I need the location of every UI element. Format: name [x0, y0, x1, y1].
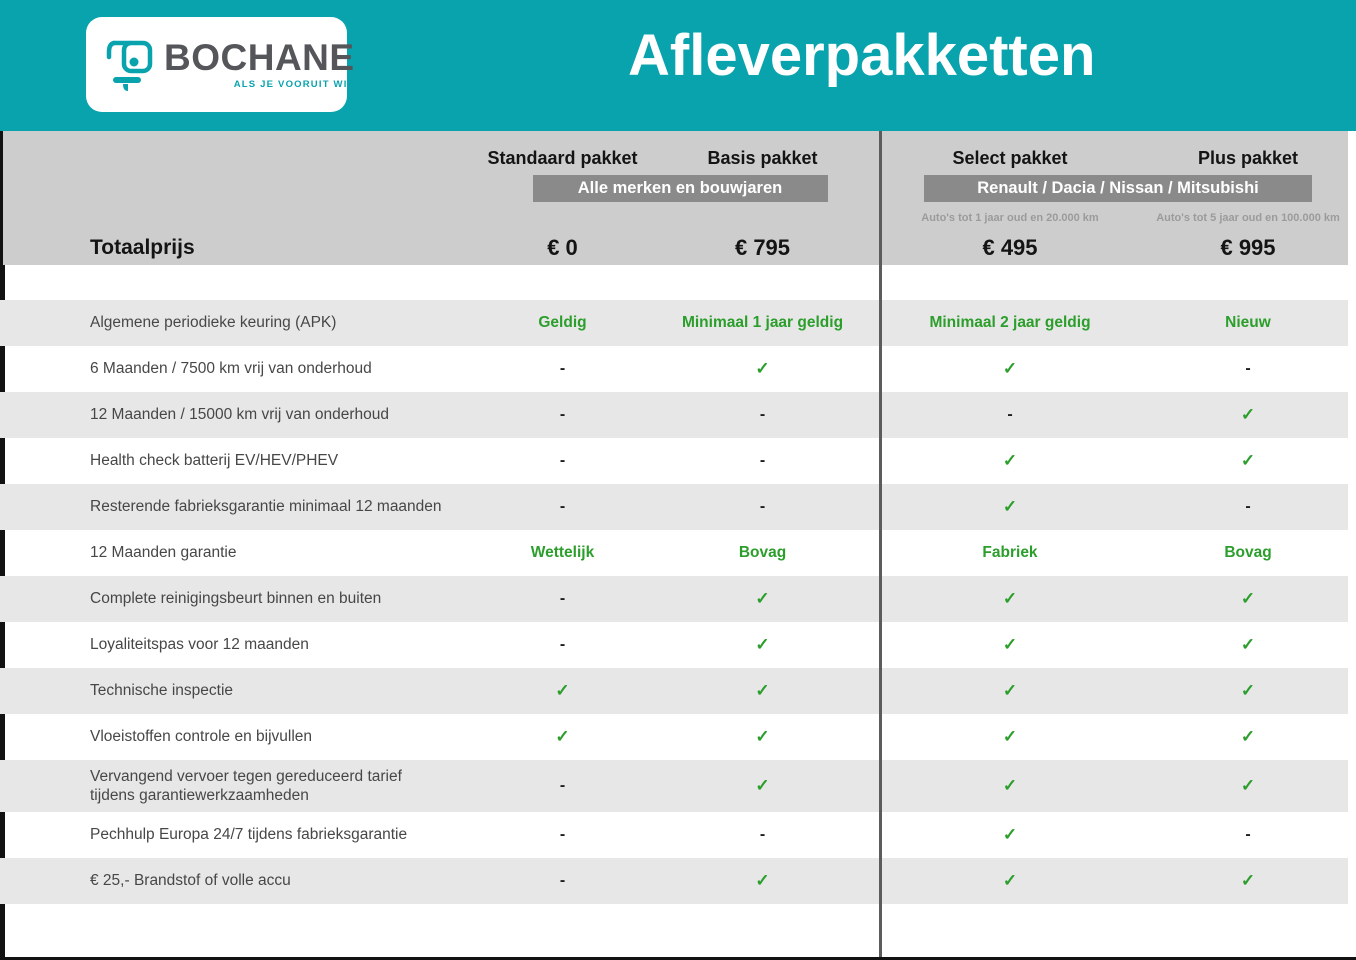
row-label: Pechhulp Europa 24/7 tijdens fabrieksgarantie	[90, 826, 408, 844]
column-header-standaard: Standaard pakket	[487, 148, 638, 168]
table-cell: -	[559, 360, 566, 377]
table-cell: Fabriek	[982, 544, 1038, 561]
table-row	[0, 438, 1348, 484]
table-cell: ✓	[755, 871, 770, 890]
table-cell: Nieuw	[1225, 314, 1271, 331]
table-row	[0, 622, 1348, 668]
table-cell: ✓	[755, 681, 770, 700]
column-header-basis: Basis pakket	[707, 148, 818, 168]
table-row	[0, 484, 1348, 530]
bochane-logo	[86, 17, 355, 112]
table-cell: ✓	[755, 727, 770, 746]
table-cell: Wettelijk	[530, 544, 595, 561]
row-label: € 25,- Brandstof of volle accu	[90, 872, 291, 890]
table-cell: ✓	[555, 727, 570, 746]
table-cell: -	[1007, 406, 1013, 423]
table-row	[0, 760, 1348, 812]
table-cell: ✓	[1002, 589, 1018, 608]
table-cell: -	[559, 406, 566, 423]
table-cell: ✓	[1240, 451, 1256, 470]
row-label: Algemene periodieke keuring (APK)	[90, 314, 337, 332]
caption-select: Auto's tot 1 jaar oud en 20.000 km	[921, 212, 1099, 224]
table-cell: ✓	[1240, 589, 1256, 608]
table-cell: Bovag	[738, 544, 787, 561]
table-cell: ✓	[1002, 451, 1018, 470]
top-banner	[0, 0, 1356, 131]
table-cell: -	[1245, 360, 1251, 377]
logo-wordmark: BOCHANE	[164, 37, 355, 78]
page-title: Afleverpakketten	[628, 23, 1096, 88]
table-cell: ✓	[555, 681, 570, 700]
table-row	[0, 812, 1348, 858]
row-label: Technische inspectie	[90, 682, 234, 700]
group-badge-all-brands: Alle merken en bouwjaren	[533, 175, 828, 202]
row-label: Loyaliteitspas voor 12 maanden	[90, 636, 309, 654]
logo-tagline: ALS JE VOORUIT WIL	[233, 79, 355, 90]
table-cell: -	[559, 872, 566, 889]
table-cell: Minimaal 1 jaar geldig	[681, 314, 844, 331]
price-standaard: € 0	[547, 235, 578, 260]
table-cell: -	[559, 590, 566, 607]
table-row	[0, 530, 1348, 576]
table-cell: ✓	[1002, 825, 1018, 844]
table-cell: ✓	[755, 635, 770, 654]
price-select: € 495	[982, 235, 1038, 260]
table-cell: ✓	[1002, 776, 1018, 795]
spacer-row	[0, 265, 1356, 300]
table-cell: -	[559, 826, 566, 843]
table-cell: ✓	[1240, 405, 1256, 424]
table-header	[3, 131, 1348, 265]
caption-plus: Auto's tot 5 jaar oud en 100.000 km	[1156, 212, 1340, 224]
row-label: Vloeistoffen controle en bijvullen	[90, 728, 313, 746]
group-badge-renault-group: Renault / Dacia / Nissan / Mitsubishi	[924, 175, 1312, 202]
column-header-plus: Plus pakket	[1197, 148, 1299, 168]
package-comparison-table	[0, 131, 1356, 960]
total-price-label: Totaalprijs	[90, 236, 195, 259]
table-cell: -	[1245, 498, 1251, 515]
table-cell: ✓	[1240, 871, 1256, 890]
car-front-icon	[104, 31, 156, 98]
table-cell: -	[559, 498, 566, 515]
table-cell: ✓	[1002, 635, 1018, 654]
table-cell: ✓	[1240, 776, 1256, 795]
table-cell: -	[759, 452, 766, 469]
table-row	[0, 714, 1348, 760]
column-header-select: Select pakket	[952, 148, 1068, 168]
row-label: Complete reinigingsbeurt binnen en buiten	[90, 590, 382, 608]
table-cell: -	[559, 636, 566, 653]
table-cell: ✓	[1002, 359, 1018, 378]
table-cell: ✓	[1002, 727, 1018, 746]
table-cell: ✓	[1240, 727, 1256, 746]
price-basis: € 795	[734, 235, 791, 260]
row-label: 12 Maanden / 15000 km vrij van onderhoud	[90, 406, 390, 424]
table-cell: -	[759, 826, 766, 843]
table-cell: Minimaal 2 jaar geldig	[929, 314, 1091, 331]
table-row	[0, 668, 1348, 714]
table-row	[0, 858, 1348, 904]
table-row	[0, 576, 1348, 622]
table-row	[0, 300, 1348, 346]
table-cell: ✓	[1240, 635, 1256, 654]
price-plus: € 995	[1220, 235, 1276, 260]
table-cell: -	[1245, 826, 1251, 843]
row-label: Resterende fabrieksgarantie minimaal 12 maanden	[90, 498, 442, 516]
table-row	[0, 392, 1348, 438]
table-row	[0, 346, 1348, 392]
table-cell: ✓	[1002, 871, 1018, 890]
table-cell: Geldig	[538, 314, 587, 331]
table-cell: -	[759, 406, 766, 423]
table-cell: ✓	[1002, 681, 1018, 700]
row-label: Health check batterij EV/HEV/PHEV	[90, 452, 339, 470]
row-label: 12 Maanden garantie	[90, 544, 237, 562]
vertical-divider	[879, 131, 882, 957]
table-cell: ✓	[755, 359, 770, 378]
table-cell: ✓	[755, 776, 770, 795]
row-label: Vervangend vervoer tegen gereduceerd tarief tijdens garantiewerkzaamheden	[90, 767, 402, 804]
table-cell: -	[759, 498, 766, 515]
table-cell: ✓	[1002, 497, 1018, 516]
table-cell: -	[559, 452, 566, 469]
table-cell: Bovag	[1224, 544, 1272, 561]
table-cell: ✓	[1240, 681, 1256, 700]
table-cell: -	[559, 777, 566, 794]
table-cell: ✓	[755, 589, 770, 608]
row-label: 6 Maanden / 7500 km vrij van onderhoud	[90, 360, 372, 378]
